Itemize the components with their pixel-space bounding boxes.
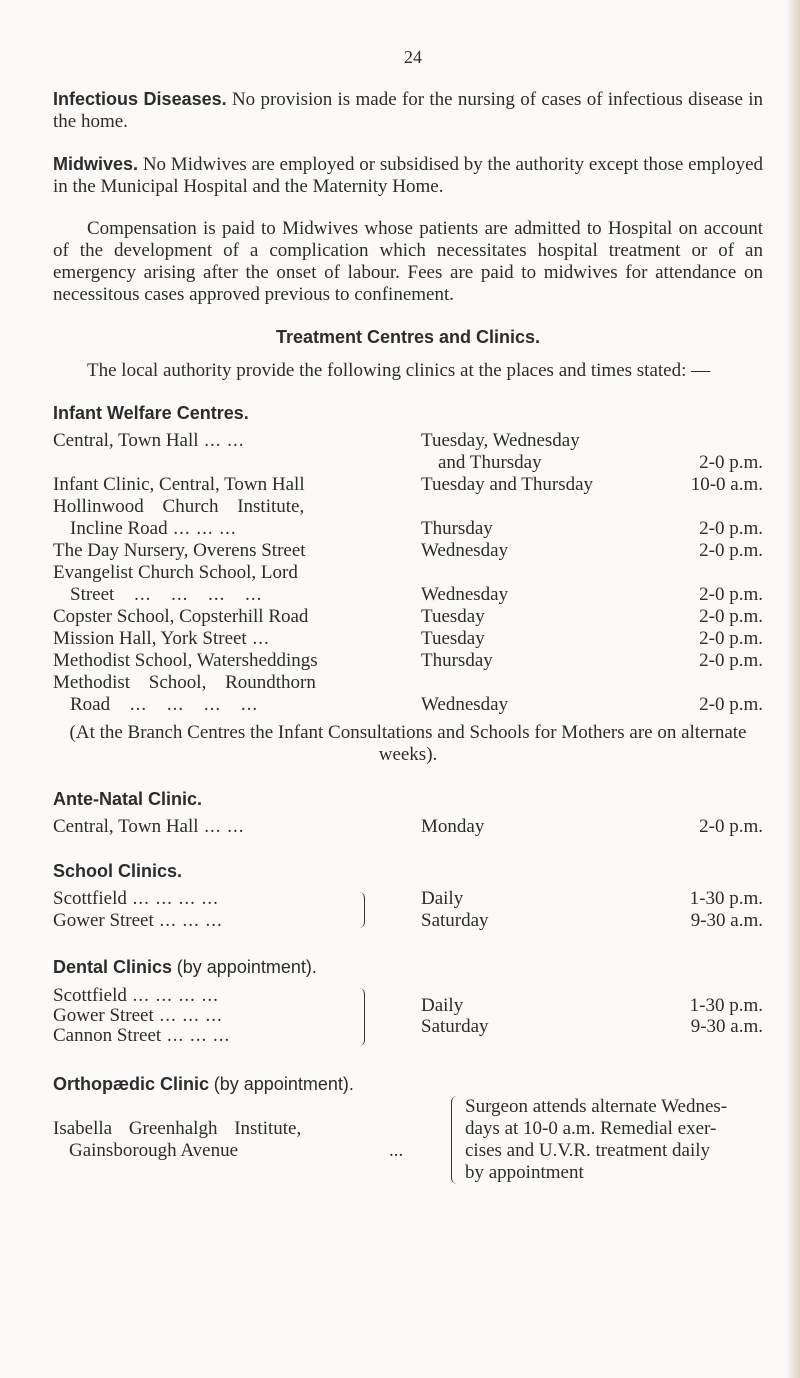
table-row [53,584,763,606]
infant-welfare-table [53,430,763,716]
clinic-day: Wednesday [421,584,509,605]
clinic-time: 10-0 a.m. [690,474,763,495]
clinic-day: Tuesday and Thursday [421,474,594,495]
treatment-intro: The local authority provide the following clinics at the places and times stated: — [87,360,711,381]
description-line: Surgeon attends alternate Wednes- [465,1096,728,1117]
table-row [53,606,763,628]
centre-name: Infant Clinic, Central, Town Hall [53,474,305,495]
clinic-time: 1-30 p.m. [689,995,763,1016]
clinic-day: Tuesday [421,628,485,649]
clinic-day: Tuesday, Wednesday [421,430,580,451]
clinic-day: Wednesday [421,694,509,715]
infectious-paragraph [53,88,763,133]
clinic-time: 2-0 p.m. [699,540,763,561]
table-row [53,430,763,452]
centre-name: Hollinwood Church Institute, [53,496,305,517]
centre-name: Scottfield ... ... ... ... [53,888,219,909]
ante-natal-heading: Ante-Natal Clinic. [53,789,203,809]
infectious-heading: Infectious Diseases. [53,89,227,109]
dental-heading-line [53,956,763,979]
table-row [53,628,763,650]
dental-heading: Dental Clinics [53,957,173,977]
orthopaedic-place: Isabella Greenhalgh Institute, [53,1118,302,1139]
centre-name: Incline Road ... ... ... [70,518,237,539]
midwives-text: No Midwives are employed or subsidised by the authority except those employed in the Municipal Hospital and the Maternity Home. [53,154,764,197]
centre-name: Copster School, Copsterhill Road [53,606,309,627]
table-row [53,816,763,838]
brace-mark [451,1096,460,1184]
document-page [53,46,763,1188]
description-line: days at 10-0 a.m. Remedial exer- [465,1118,717,1139]
clinic-time: 2-0 p.m. [699,452,763,473]
infectious-text: No provision is made for the nursing of cases of infectious disease in the home. [53,89,764,132]
clinic-time: 9-30 a.m. [690,910,763,931]
table-row [53,910,763,932]
clinic-day: Wednesday [421,540,509,561]
school-clinics-table [53,888,763,932]
table-row [53,474,763,496]
centre-name: Gower Street ... ... ... [53,910,223,931]
centre-name: The Day Nursery, Overens Street [53,540,306,561]
orthopaedic-place: Gainsborough Avenue ... [69,1140,404,1161]
clinic-day: and Thursday [438,452,542,473]
midwives-paragraph [53,153,763,198]
dental-place: Gower Street ... ... ... [53,1005,223,1026]
clinic-day: Tuesday [421,606,485,627]
clinic-time: 2-0 p.m. [699,816,763,837]
school-clinics-heading: School Clinics. [53,861,183,881]
clinic-day: Monday [421,816,485,837]
centre-name: Central, Town Hall ... ... [53,816,245,837]
table-row [53,518,763,540]
clinic-time: 2-0 p.m. [699,584,763,605]
clinic-time: 2-0 p.m. [699,606,763,627]
clinic-day: Saturday [421,910,489,931]
dental-clinics-table [53,985,763,1051]
table-row [53,496,763,518]
orthopaedic-heading: Orthopædic Clinic [53,1074,210,1094]
centre-name: Evangelist Church School, Lord [53,562,298,583]
clinic-day: Daily [421,888,464,909]
centre-name: Central, Town Hall ... ... [53,430,245,451]
centre-name: Methodist School, Roundthorn [53,672,316,693]
dental-place: Scottfield ... ... ... ... [53,985,219,1006]
clinic-time: 9-30 a.m. [690,1016,763,1037]
dental-heading-note: (by appointment). [176,957,317,977]
brace-mark [358,988,365,1046]
clinic-time: 2-0 p.m. [699,628,763,649]
centre-name: Mission Hall, York Street ... [53,628,270,649]
description-line: by appointment [465,1162,584,1183]
clinic-time: 2-0 p.m. [699,694,763,715]
orthopaedic-block [53,1096,763,1188]
clinic-time: 2-0 p.m. [699,650,763,671]
dental-place: Cannon Street ... ... ... [53,1025,231,1046]
description-line: cises and U.V.R. treatment daily [465,1140,711,1161]
table-row [53,888,763,910]
clinic-time: 2-0 p.m. [699,518,763,539]
branch-centres-note: (At the Branch Centres the Infant Consultations and Schools for Mothers are on alternate weeks). [69,722,747,765]
centre-name: Street ... ... ... ... [70,584,263,605]
clinic-day: Saturday [421,1016,489,1037]
table-row [53,650,763,672]
table-row [53,452,763,474]
orthopaedic-heading-line [53,1073,763,1096]
midwives-heading: Midwives. [53,154,139,174]
treatment-heading: Treatment Centres and Clinics. [275,327,541,347]
infant-welfare-heading: Infant Welfare Centres. [53,403,249,423]
centre-name: Methodist School, Watersheddings [53,650,318,671]
table-row [53,540,763,562]
clinic-day: Thursday [421,518,493,539]
page-number: 24 [404,47,422,67]
compensation-paragraph: Compensation is paid to Midwives whose patients are admitted to Hospital on account of the development of a complication which necessitates hospital treatment or of an emergency arising after the onset of labour. Fees are paid to midwives for attendance on necessitous cases approved previous to confinement. [53,218,763,305]
clinic-day: Daily [421,995,464,1016]
clinic-time: 1-30 p.m. [689,888,763,909]
orthopaedic-description [465,1096,765,1184]
table-row [53,562,763,584]
table-row [53,694,763,716]
orthopaedic-heading-note: (by appointment). [213,1074,354,1094]
table-row [53,672,763,694]
centre-name: Road ... ... ... ... [70,694,259,715]
clinic-day: Thursday [421,650,493,671]
page-edge-shadow [786,0,800,1378]
